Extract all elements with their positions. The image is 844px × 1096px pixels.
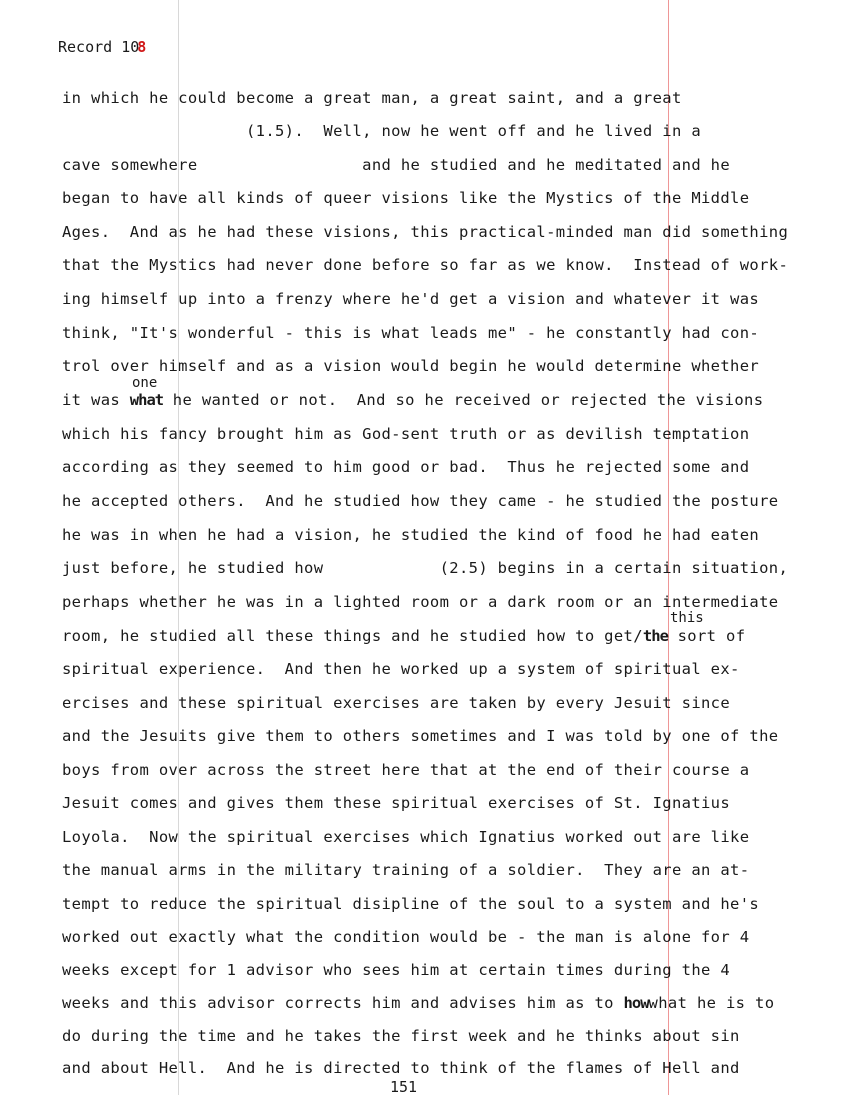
struck-word: how (623, 994, 649, 1012)
line-text: he wanted or not. And so he received or rejected the visions (163, 391, 764, 409)
handwritten-insert: one (132, 375, 158, 391)
text-line: Ages. And as he had these visions, this practical-minded man did something (62, 223, 789, 241)
text-line: Loyola. Now the spiritual exercises which Ignatius worked out are like (62, 828, 750, 846)
text-line: Jesuit comes and gives them these spiritual exercises of St. Ignatius (62, 794, 731, 812)
text-line: perhaps whether he was in a lighted room or a dark room or an intermediate (62, 593, 779, 611)
text-line: worked out exactly what the condition would be - the man is alone for 4 (62, 928, 750, 946)
text-line: ercises and these spiritual exercises are taken by every Jesuit since (62, 694, 731, 712)
text-line: just before, he studied how (2.5) begins in a certain situation, (62, 559, 789, 577)
text-line: think, "It's wonderful - this is what leads me" - he constantly had con- (62, 324, 760, 342)
text-line: which his fancy brought him as God-sent truth or as devilish temptation (62, 425, 750, 443)
page-number: 151 (390, 1078, 418, 1096)
line-text: weeks and this advisor corrects him and advises him as to (62, 994, 624, 1012)
text-line: do during the time and he takes the first week and he thinks about sin (62, 1027, 740, 1045)
line-text: room, he studied all these things and he studied how to get/ (62, 627, 643, 645)
record-label: Record 10 (58, 38, 140, 56)
text-line (62, 994, 774, 1012)
line-text: it was (62, 391, 130, 409)
struck-word: what (129, 391, 164, 409)
text-line: tempt to reduce the spiritual disipline of the soul to a system and he's (62, 895, 760, 913)
record-header (58, 38, 146, 56)
text-line: spiritual experience. And then he worked up a system of spiritual ex- (62, 660, 740, 678)
text-line: weeks except for 1 advisor who sees him at certain times during the 4 (62, 961, 731, 979)
line-text: what he is to (648, 994, 775, 1012)
handwritten-insert: this (670, 610, 704, 626)
text-line: in which he could become a great man, a great saint, and a great (62, 89, 682, 107)
text-line: boys from over across the street here that at the end of their course a (62, 761, 750, 779)
struck-word: the (642, 627, 668, 645)
text-line: and the Jesuits give them to others sometimes and I was told by one of the (62, 727, 779, 745)
text-line: that the Mystics had never done before so far as we know. Instead of work- (62, 256, 789, 274)
text-line: the manual arms in the military training of a soldier. They are an at- (62, 861, 750, 879)
text-line: (1.5). Well, now he went off and he lived in a (62, 122, 701, 140)
line-text: sort of (667, 627, 746, 645)
text-line (62, 391, 763, 409)
text-line: trol over himself and as a vision would begin he would determine whether (62, 357, 760, 375)
text-line: according as they seemed to him good or bad. Thus he rejected some and (62, 458, 750, 476)
text-line: and about Hell. And he is directed to think of the flames of Hell and (62, 1059, 740, 1077)
record-correction: 8 (137, 38, 147, 56)
text-line: he was in when he had a vision, he studied the kind of food he had eaten (62, 526, 760, 544)
text-line: cave somewhere and he studied and he meditated and he (62, 156, 731, 174)
text-line: began to have all kinds of queer visions like the Mystics of the Middle (62, 189, 750, 207)
text-line (62, 627, 745, 645)
text-line: he accepted others. And he studied how they came - he studied the posture (62, 492, 779, 510)
text-line: ing himself up into a frenzy where he'd get a vision and whatever it was (62, 290, 760, 308)
